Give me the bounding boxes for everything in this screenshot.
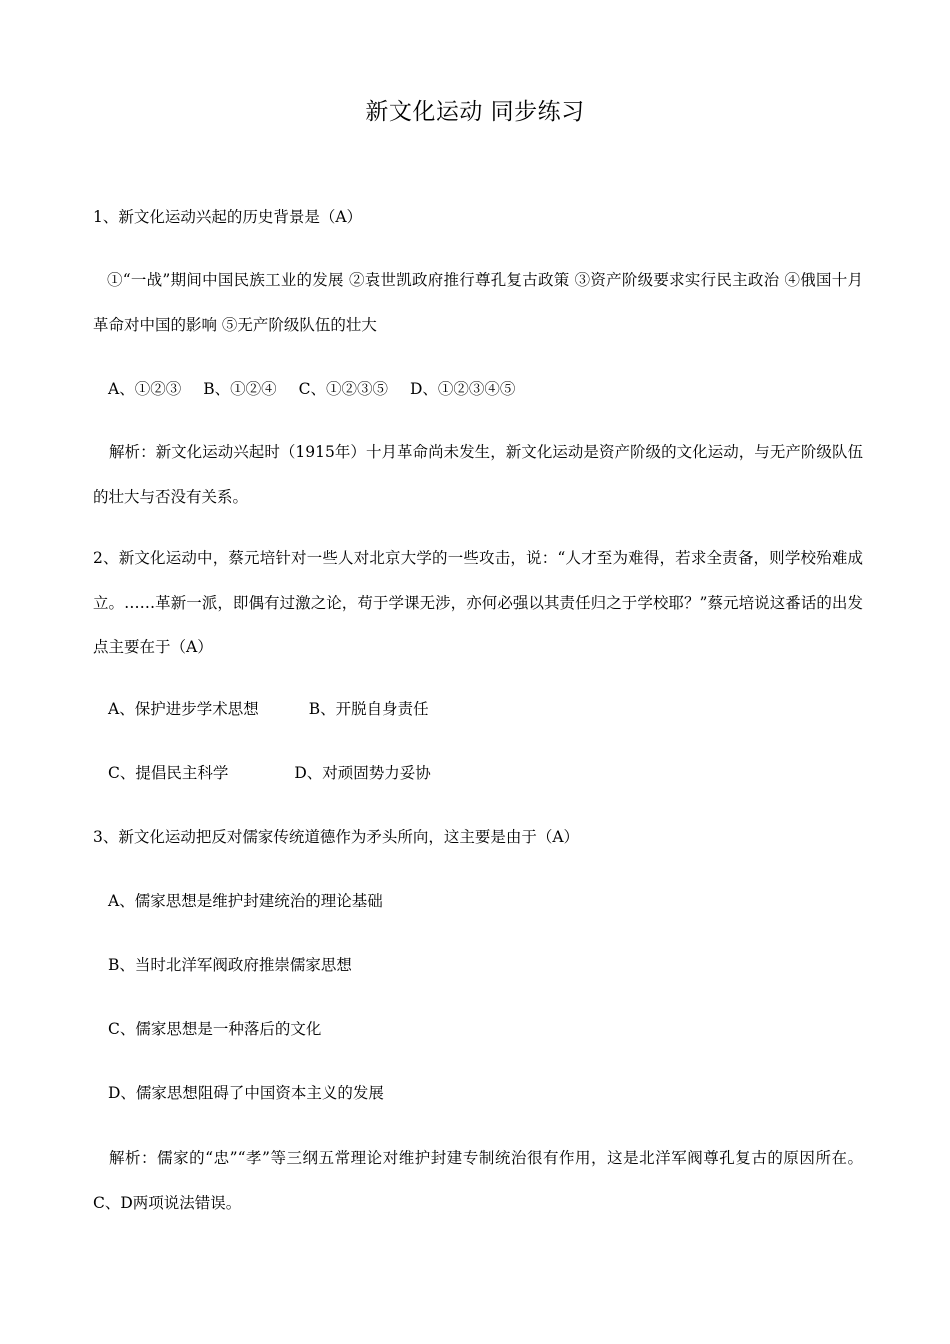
- question-2-option-a: A、保护进步学术思想: [108, 700, 259, 718]
- question-1-options: [108, 378, 878, 400]
- question-3-option-c: C、儒家思想是一种落后的文化: [108, 1020, 322, 1038]
- question-2-option-c: C、提倡民主科学: [108, 764, 229, 782]
- question-2-options-row-1: [108, 698, 878, 720]
- question-1-option-b: B、①②④: [203, 380, 277, 398]
- question-1-option-a: A、①②③: [108, 380, 182, 398]
- question-1-option-d: D、①②③④⑤: [409, 380, 516, 398]
- question-3-stem: 3、新文化运动把反对儒家传统道德作为矛头所向，这主要是由于（A）: [93, 828, 580, 846]
- question-2-options-row-2: [108, 762, 878, 784]
- question-3-option-d: D、儒家思想阻碍了中国资本主义的发展: [108, 1084, 384, 1102]
- question-2-option-b: B、开脱自身责任: [308, 700, 429, 718]
- question-1-stem: 1、新文化运动兴起的历史背景是（A）: [93, 208, 363, 226]
- page-title: 新文化运动 同步练习: [365, 99, 585, 125]
- question-3-option-a: A、儒家思想是维护封建统治的理论基础: [108, 892, 383, 910]
- question-3-option-b: B、当时北洋军阀政府推崇儒家思想: [108, 956, 352, 974]
- question-1-analysis: 解析：新文化运动兴起时（1915年）十月革命尚未发生，新文化运动是资产阶级的文化运动，与无产阶级队伍的壮大与否没有关系。: [93, 443, 863, 506]
- question-2-stem: 2、新文化运动中，蔡元培针对一些人对北京大学的一些攻击，说：“人才至为难得，若求全责备，则学校殆难成立。……革新一派，即偶有过激之论，苟于学课无涉，亦何必强以其责任归之于学校耶？”蔡元培说这番话的出发点主要在于（A）: [93, 549, 863, 656]
- question-1-items: ①“一战”期间中国民族工业的发展 ②袁世凯政府推行尊孔复古政策 ③资产阶级要求实行民主政治 ④俄国十月革命对中国的影响 ⑤无产阶级队伍的壮大: [93, 271, 863, 334]
- question-3-analysis: 解析：儒家的“忠”“孝”等三纲五常理论对维护封建专制统治很有作用，这是北洋军阀尊孔复古的原因所在。C、D两项说法错误。: [93, 1149, 863, 1212]
- question-1-option-c: C、①②③⑤: [298, 380, 388, 398]
- question-2-option-d: D、对顽固势力妥协: [294, 764, 431, 782]
